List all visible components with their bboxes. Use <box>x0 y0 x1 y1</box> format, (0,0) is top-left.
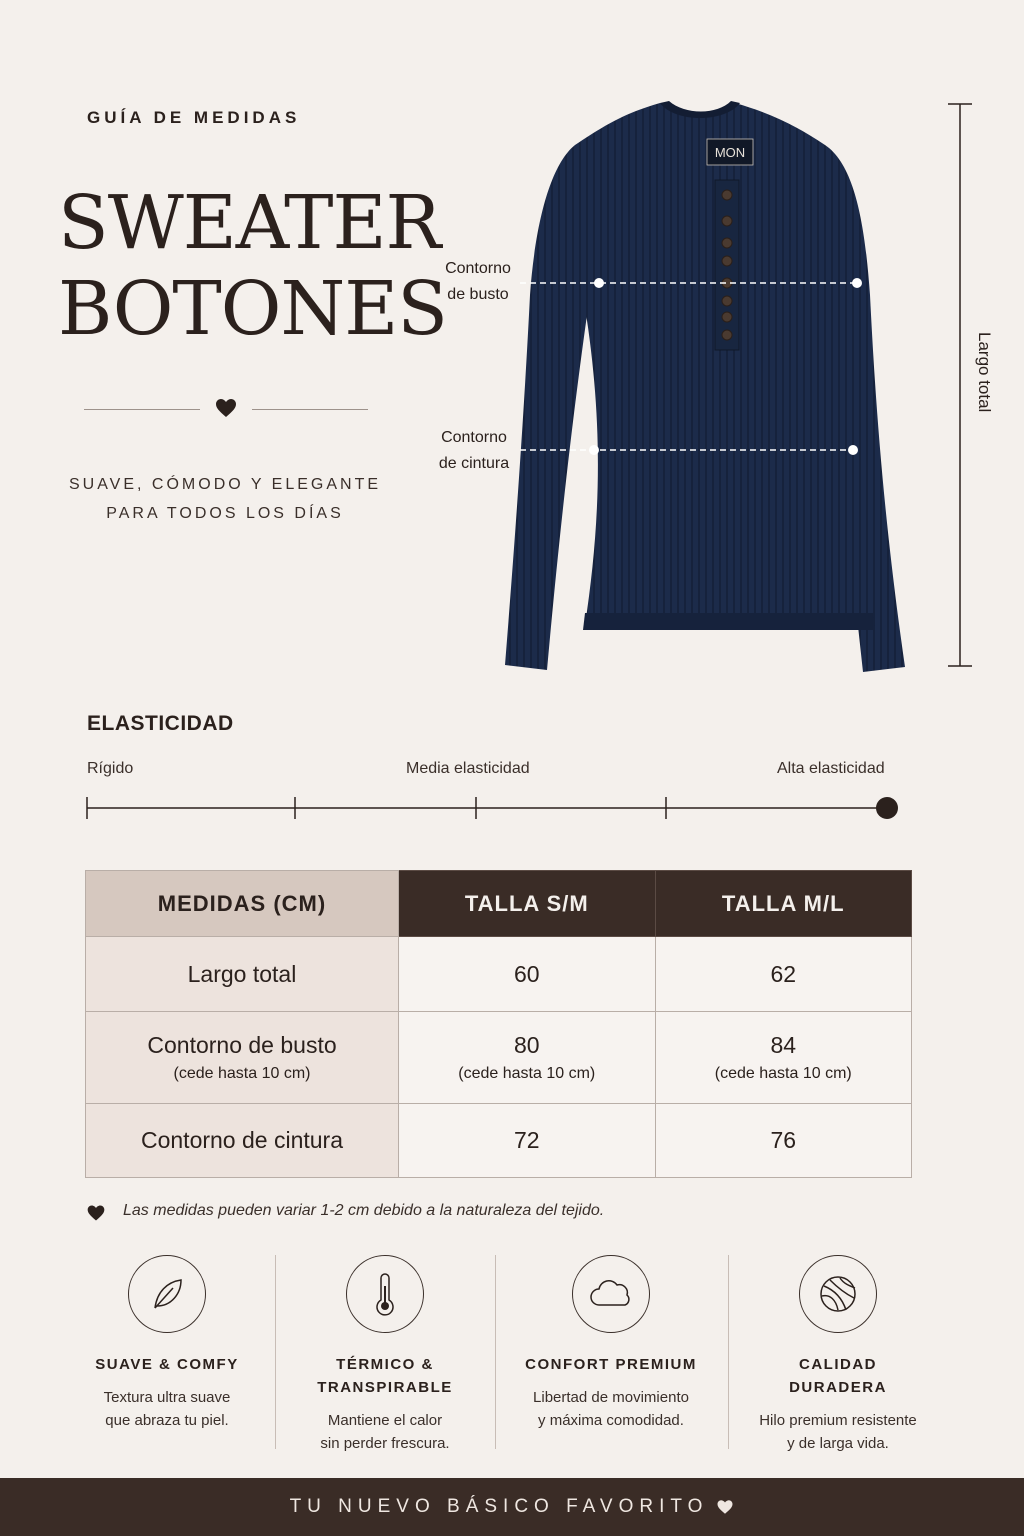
elasticity-label-rigid: Rígido <box>87 760 134 777</box>
header-size-sm: TALLA S/M <box>399 871 656 937</box>
tagline-line-2: PARA TODOS LOS DÍAS <box>106 505 344 522</box>
feature-desc: Textura ultra suave que abraza tu piel. <box>103 1389 231 1429</box>
header-measures: MEDIDAS (CM) <box>86 871 399 937</box>
header-size-ml: TALLA M/L <box>655 871 912 937</box>
thermometer-icon <box>346 1255 424 1333</box>
bust-callout-line-1: Contorno <box>445 260 511 277</box>
feature-title: CONFORT PREMIUM <box>525 1356 697 1373</box>
waist-callout <box>431 425 517 477</box>
elasticity-label-high: Alta elasticidad <box>777 760 885 777</box>
table-row <box>86 1104 912 1178</box>
cell-sm: 60 <box>399 937 656 1012</box>
row-label: Largo total <box>86 937 399 1012</box>
yarn-ball-icon <box>799 1255 877 1333</box>
measurement-note: Las medidas pueden variar 1-2 cm debido a la naturaleza del tejido. <box>123 1202 605 1219</box>
leaf-icon <box>128 1255 206 1333</box>
heart-divider <box>84 396 368 424</box>
waist-callout-line-2: de cintura <box>438 455 510 472</box>
elasticity-scale <box>86 795 902 821</box>
heart-icon <box>214 396 238 420</box>
heart-icon <box>86 1203 106 1223</box>
footer-text: TU NUEVO BÁSICO FAVORITO <box>289 1496 709 1517</box>
feature-thermal <box>275 1255 495 1455</box>
cell-sm: 80 (cede hasta 10 cm) <box>399 1012 656 1104</box>
table-row <box>86 1012 912 1104</box>
cloud-icon <box>572 1255 650 1333</box>
heart-icon <box>716 1498 734 1516</box>
feature-desc: Libertad de movimiento y máxima comodidad. <box>533 1389 689 1429</box>
feature-title: SUAVE & COMFY <box>95 1356 239 1373</box>
footer-banner <box>0 1478 1024 1536</box>
size-table <box>85 870 912 1178</box>
row-label-sub: (cede hasta 10 cm) <box>173 1065 311 1082</box>
feature-divider <box>495 1255 496 1449</box>
feature-comfort <box>501 1255 721 1432</box>
table-header-row <box>86 871 912 937</box>
cell-ml: 76 <box>655 1104 912 1178</box>
feature-desc: Hilo premium resistente y de larga vida. <box>759 1412 917 1452</box>
title-line-1: SWEATER <box>58 180 441 266</box>
bust-callout <box>436 256 520 308</box>
cell-ml: 84 (cede hasta 10 cm) <box>655 1012 912 1104</box>
cell-ml: 62 <box>655 937 912 1012</box>
feature-title: TÉRMICO & TRANSPIRABLE <box>317 1356 453 1396</box>
eyebrow-title: GUÍA DE MEDIDAS <box>87 108 301 127</box>
elasticity-title: ELASTICIDAD <box>87 712 234 735</box>
feature-title: CALIDAD DURADERA <box>789 1356 887 1396</box>
sweater-illustration <box>495 95 915 680</box>
table-row <box>86 937 912 1012</box>
title-line-2: BOTONES <box>58 266 447 352</box>
row-label: Contorno de cintura <box>86 1104 399 1178</box>
feature-soft <box>57 1255 277 1432</box>
brand-label: MON <box>714 145 746 160</box>
length-callout: Largo total <box>975 332 994 413</box>
feature-desc: Mantiene el calor sin perder frescura. <box>320 1412 450 1452</box>
row-label: Contorno de busto (cede hasta 10 cm) <box>86 1012 399 1104</box>
tagline-line-1: SUAVE, CÓMODO Y ELEGANTE <box>68 476 382 493</box>
tagline <box>40 470 410 528</box>
cell-sm-sub: (cede hasta 10 cm) <box>458 1065 596 1082</box>
feature-durable <box>728 1255 948 1455</box>
waist-callout-line-1: Contorno <box>441 429 507 446</box>
product-title <box>58 180 447 352</box>
cell-sm: 72 <box>399 1104 656 1178</box>
bust-callout-line-2: de busto <box>447 286 509 303</box>
elasticity-marker <box>876 797 898 819</box>
cell-ml-sub: (cede hasta 10 cm) <box>714 1065 852 1082</box>
elasticity-label-medium: Media elasticidad <box>406 760 530 777</box>
